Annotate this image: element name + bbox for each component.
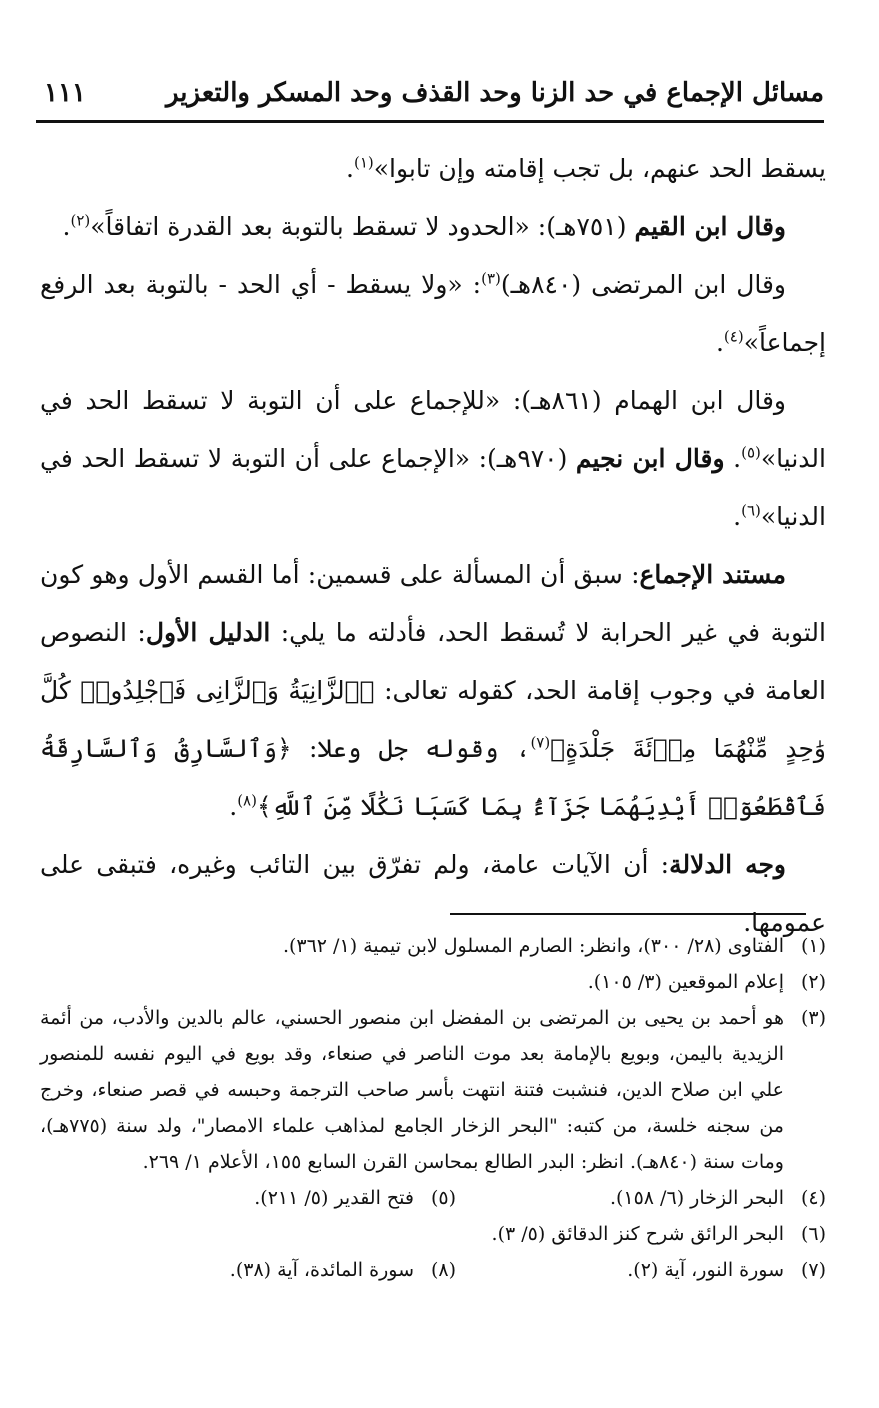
- footnote-text: البحر الرائق شرح كنز الدقائق (٥/ ٣).: [491, 1223, 784, 1245]
- paragraph-6: وجه الدلالة: أن الآيات عامة، ولم تفرّق بين التائب وغيره، فتبقى على عمومها.: [40, 850, 826, 937]
- footnote-ref: (٣): [481, 269, 501, 288]
- page-number: ١١١: [44, 78, 86, 108]
- running-title: مسائل الإجماع في حد الزنا وحد القذف وحد المسكر والتعزير: [165, 78, 824, 108]
- footnote-number: (١): [800, 935, 826, 957]
- footnote-number: (٧): [800, 1259, 826, 1281]
- section-label: الدليل الأول: [145, 618, 271, 647]
- footnote-number: (٤): [800, 1187, 826, 1209]
- footnote-ref: (٢): [70, 211, 91, 230]
- footnote-number: (٦): [800, 1223, 826, 1245]
- scholar-name: وقال ابن الهمام: [614, 386, 786, 415]
- header-rule: [36, 120, 824, 123]
- footnote-ref: (٨): [237, 791, 257, 810]
- footnote-text: الفتاوى (٢٨/ ٣٠٠)، وانظر: الصارم المسلول لابن تيمية (١/ ٣٦٢).: [282, 935, 784, 957]
- scholar-name: وقال ابن نجيم: [575, 444, 725, 473]
- footnote-number: (٣): [800, 1007, 826, 1029]
- paragraph-1: يسقط الحد عنهم، بل تجب إقامته وإن تابوا»$^{(١)}$.: [346, 153, 826, 183]
- footnote-number: (٥): [430, 1187, 456, 1209]
- footnote-3: [40, 1000, 826, 1180]
- footnote-ref: (٦): [741, 501, 761, 520]
- section-label: مستند الإجماع: [639, 560, 786, 589]
- footnote-7: [456, 1252, 826, 1288]
- quran-verse: ﴿وَٱلسَّارِقُ وَٱلسَّارِقَةُ فَٱقْطَعُوٓا۟ أَيْدِيَهُمَا جَزَآءًۢ بِمَا كَسَبَا نَكَٰلًا مِّنَ ٱللَّهِ﴾: [40, 734, 826, 821]
- footnote-rule: [450, 913, 806, 915]
- footnote-text: فتح القدير (٥/ ٢١١).: [254, 1187, 414, 1209]
- footnote-text: سورة المائدة، آية (٣٨).: [229, 1259, 414, 1281]
- section-label: وجه الدلالة: [669, 850, 786, 879]
- footnote-ref: (٧): [530, 733, 551, 752]
- footnote-text: البحر الزخار (٦/ ١٥٨).: [609, 1187, 784, 1209]
- paragraph-4: وقال ابن الهمام (٨٦١هـ): «للإجماع على أن التوبة لا تسقط الحد في الدنيا»$^{(٥)}$. وقال ابن نجيم (٩٧٠هـ): «الإجماع على أن التوبة لا تسقط الحد في الدنيا»$^{(٦)}$.: [40, 386, 826, 531]
- footnote-number: (٨): [430, 1259, 456, 1281]
- footnote-5: [86, 1180, 456, 1216]
- footnote-number: (٢): [800, 971, 826, 993]
- paragraph-5: مستند الإجماع: سبق أن المسألة على قسمين: أما القسم الأول وهو كون التوبة في غير الحرابة لا تُسقط الحد، فأدلته ما يلي: الدليل الأول: النصوص العامة في وجوب إقامة الحد، كقوله تعالى: ﴿ٱلزَّانِيَةُ وَٱلزَّانِى فَٱجْلِدُوا۟ كُلَّ وَٰحِدٍ مِّنْهُمَا مِا۟ئَةَ جَلْدَةٍ﴾$^{(٧)}$، وقوله جل وعلا: ﴿وَٱلسَّارِقُ وَٱلسَّارِقَةُ فَٱقْطَعُوٓا۟ أَيْدِيَهُمَا جَزَآءًۢ بِمَا كَسَبَا نَكَٰلًا مِّنَ ٱللَّهِ﴾$^{(٨)}$.: [40, 560, 827, 821]
- footnote-ref: (٤): [723, 327, 744, 346]
- footnote-text: سورة النور، آية (٢).: [627, 1259, 784, 1281]
- quran-verse: ﴿ٱلزَّانِيَةُ وَٱلزَّانِى فَٱجْلِدُوا۟ كُلَّ وَٰحِدٍ مِّنْهُمَا مِا۟ئَةَ جَلْدَةٍ﴾: [40, 676, 827, 763]
- paragraph-3: وقال ابن المرتضى (٨٤٠هـ)$^{(٣)}$: «ولا يسقط - أي الحد - بالتوبة بعد الرفع إجماعاً»$^{(٤)}$.: [40, 269, 826, 357]
- footnote-8: [86, 1252, 456, 1288]
- footnote-text: هو أحمد بن يحيى بن المرتضى بن المفضل ابن منصور الحسني، عالم بالدين والأدب، من أئمة الزيدية باليمن، وبويع بالإمامة بعد موت الناصر في صنعاء، وقد بويع في اليوم نفسه للمنصور علي ابن صلاح الدين، فنشبت فتنة انتهت بأسر صاحب الترجمة وحبسه في قصر صنعاء، وخرج من سجنه خلسة، من كتبه: "البحر الزخار الجامع لمذاهب علماء الامصار"، ولد سنة (٧٧٥هـ)، ومات سنة (٨٤٠هـ). انظر: البدر الطالع بمحاسن القرن السابع ١٥٥، الأعلام ١/ ٢٦٩.: [40, 1007, 784, 1173]
- footnote-text: إعلام الموقعين (٣/ ١٠٥).: [587, 971, 784, 993]
- footnote-row-7-8: [40, 1252, 826, 1288]
- main-text: [40, 140, 826, 952]
- paragraph-2: وقال ابن القيم (٧٥١هـ): «الحدود لا تسقط بالتوبة بعد القدرة اتفاقاً»$^{(٢)}$.: [62, 211, 786, 241]
- footnote-6: [40, 1216, 826, 1252]
- footnote-4: [456, 1180, 826, 1216]
- page-header: [36, 66, 824, 116]
- scholar-name: وقال ابن المرتضى: [591, 270, 786, 299]
- footnote-2: [40, 964, 826, 1000]
- footnotes: [40, 928, 826, 1288]
- footnote-ref: (٥): [741, 443, 761, 462]
- footnote-ref: (١): [353, 153, 374, 172]
- footnote-row-4-5: [40, 1180, 826, 1216]
- scholar-name: وقال ابن القيم: [634, 212, 786, 241]
- footnote-1: [40, 928, 826, 964]
